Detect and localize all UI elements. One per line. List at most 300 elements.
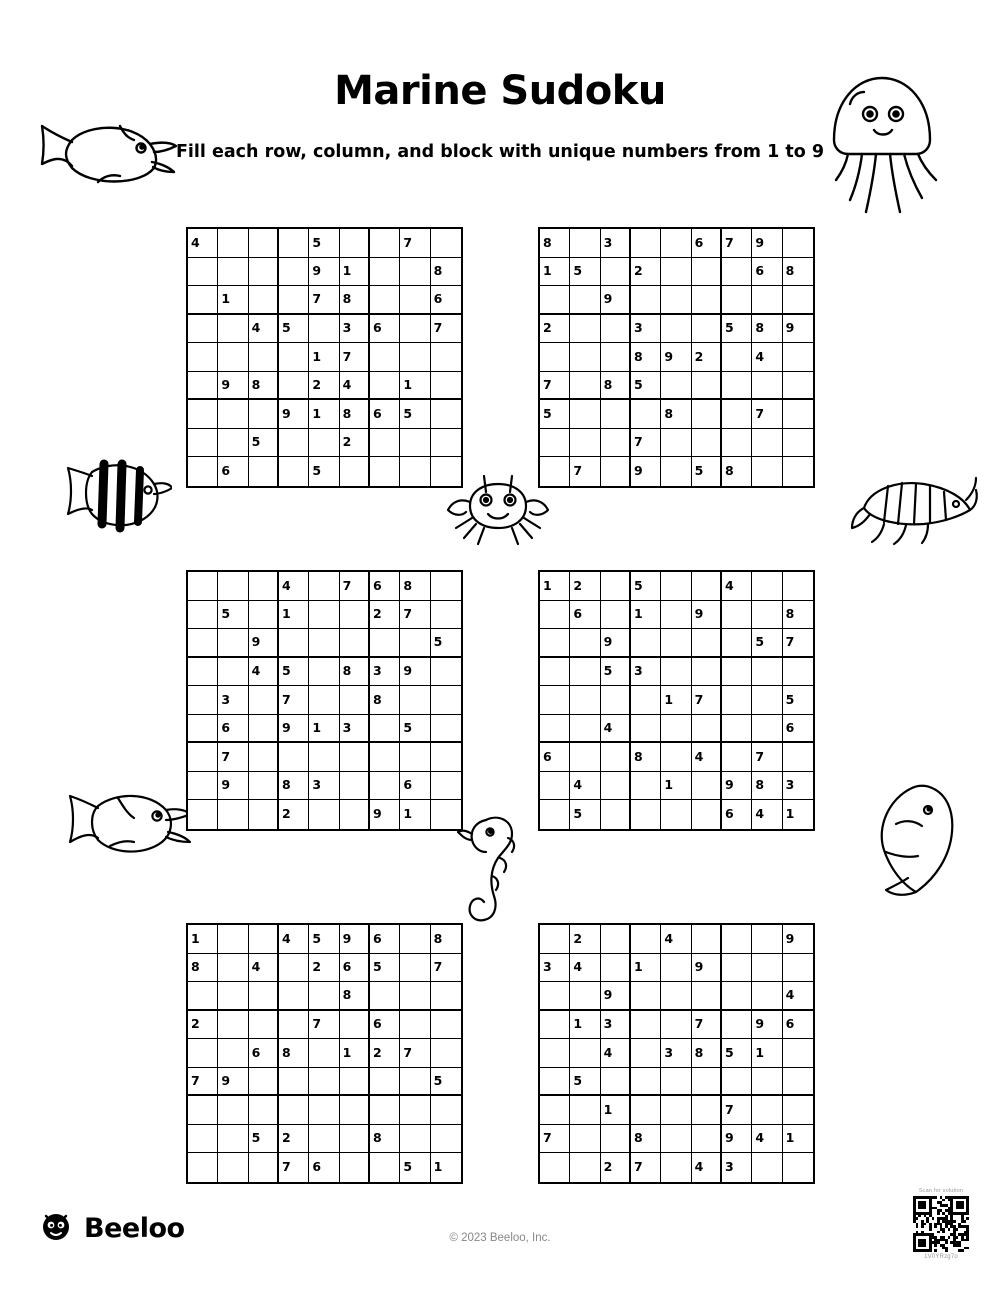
sudoku-cell[interactable] [370,372,400,401]
sudoku-cell[interactable]: 5 [279,658,309,687]
sudoku-cell[interactable] [540,629,570,658]
sudoku-cell[interactable]: 9 [309,258,339,287]
sudoku-cell[interactable] [340,772,370,801]
sudoku-cell[interactable]: 1 [340,258,370,287]
sudoku-cell[interactable] [431,343,461,372]
sudoku-cell[interactable] [540,658,570,687]
sudoku-cell[interactable] [188,457,218,486]
sudoku-cell[interactable] [540,925,570,954]
sudoku-cell[interactable] [661,457,691,486]
sudoku-cell[interactable] [783,1039,813,1068]
sudoku-cell[interactable]: 6 [400,772,430,801]
sudoku-cell[interactable]: 4 [340,372,370,401]
sudoku-cell[interactable] [601,258,631,287]
sudoku-cell[interactable] [400,1096,430,1125]
sudoku-cell[interactable]: 6 [752,258,782,287]
sudoku-cell[interactable] [540,457,570,486]
sudoku-grid-3[interactable] [186,570,463,831]
sudoku-cell[interactable]: 8 [279,1039,309,1068]
sudoku-cell[interactable] [661,1153,691,1182]
sudoku-grid-5[interactable] [186,923,463,1184]
sudoku-cell[interactable] [752,658,782,687]
sudoku-cell[interactable] [601,686,631,715]
sudoku-cell[interactable] [218,629,248,658]
sudoku-cell[interactable]: 6 [570,601,600,630]
sudoku-cell[interactable] [570,372,600,401]
sudoku-cell[interactable]: 5 [309,925,339,954]
sudoku-cell[interactable] [370,772,400,801]
sudoku-cell[interactable] [400,686,430,715]
sudoku-cell[interactable] [249,1153,279,1182]
sudoku-cell[interactable]: 6 [370,572,400,601]
sudoku-cell[interactable] [279,1068,309,1097]
sudoku-cell[interactable]: 5 [431,1068,461,1097]
sudoku-cell[interactable] [692,429,722,458]
sudoku-cell[interactable]: 8 [370,1125,400,1154]
sudoku-cell[interactable]: 5 [722,1039,752,1068]
sudoku-cell[interactable] [340,1153,370,1182]
sudoku-cell[interactable]: 4 [570,954,600,983]
sudoku-cell[interactable] [631,982,661,1011]
sudoku-cell[interactable] [249,686,279,715]
sudoku-cell[interactable] [340,686,370,715]
sudoku-cell[interactable] [752,457,782,486]
sudoku-cell[interactable] [752,1068,782,1097]
sudoku-cell[interactable]: 5 [249,1125,279,1154]
sudoku-cell[interactable] [279,429,309,458]
sudoku-cell[interactable]: 7 [692,686,722,715]
sudoku-cell[interactable]: 7 [631,1153,661,1182]
sudoku-cell[interactable] [601,343,631,372]
sudoku-cell[interactable]: 8 [431,925,461,954]
sudoku-cell[interactable] [279,286,309,315]
sudoku-cell[interactable] [631,629,661,658]
sudoku-cell[interactable]: 1 [661,686,691,715]
sudoku-cell[interactable]: 7 [540,1125,570,1154]
sudoku-cell[interactable] [783,372,813,401]
sudoku-cell[interactable] [431,572,461,601]
sudoku-cell[interactable]: 6 [340,954,370,983]
sudoku-cell[interactable]: 7 [400,601,430,630]
sudoku-cell[interactable]: 9 [722,1125,752,1154]
sudoku-cell[interactable]: 2 [279,800,309,829]
sudoku-cell[interactable]: 9 [218,372,248,401]
sudoku-cell[interactable]: 8 [661,400,691,429]
sudoku-cell[interactable]: 7 [279,1153,309,1182]
sudoku-cell[interactable] [661,601,691,630]
sudoku-cell[interactable] [279,372,309,401]
sudoku-cell[interactable] [631,1039,661,1068]
sudoku-cell[interactable]: 2 [370,601,400,630]
sudoku-cell[interactable]: 9 [692,601,722,630]
sudoku-cell[interactable] [309,1125,339,1154]
sudoku-cell[interactable]: 8 [340,400,370,429]
sudoku-cell[interactable] [400,315,430,344]
sudoku-cell[interactable]: 9 [601,982,631,1011]
sudoku-cell[interactable]: 3 [783,772,813,801]
sudoku-cell[interactable] [752,572,782,601]
sudoku-cell[interactable] [752,429,782,458]
sudoku-cell[interactable] [631,925,661,954]
sudoku-cell[interactable]: 4 [752,343,782,372]
sudoku-cell[interactable] [601,429,631,458]
sudoku-cell[interactable] [188,1125,218,1154]
sudoku-cell[interactable]: 5 [570,800,600,829]
sudoku-cell[interactable]: 7 [783,629,813,658]
sudoku-cell[interactable] [661,658,691,687]
sudoku-cell[interactable] [783,743,813,772]
sudoku-cell[interactable]: 8 [631,1125,661,1154]
sudoku-cell[interactable]: 8 [752,315,782,344]
sudoku-cell[interactable] [188,343,218,372]
sudoku-cell[interactable] [249,286,279,315]
sudoku-cell[interactable]: 3 [661,1039,691,1068]
sudoku-cell[interactable] [661,1096,691,1125]
sudoku-cell[interactable] [431,1039,461,1068]
sudoku-cell[interactable]: 5 [400,400,430,429]
sudoku-cell[interactable] [218,1011,248,1040]
sudoku-cell[interactable]: 9 [400,658,430,687]
sudoku-cell[interactable] [722,954,752,983]
sudoku-cell[interactable] [722,1068,752,1097]
sudoku-cell[interactable] [249,1011,279,1040]
sudoku-cell[interactable]: 4 [752,1125,782,1154]
sudoku-cell[interactable] [661,258,691,287]
sudoku-cell[interactable]: 8 [340,982,370,1011]
sudoku-cell[interactable]: 8 [279,772,309,801]
sudoku-cell[interactable]: 1 [188,925,218,954]
sudoku-cell[interactable]: 2 [188,1011,218,1040]
sudoku-cell[interactable]: 3 [601,229,631,258]
sudoku-cell[interactable]: 5 [692,457,722,486]
sudoku-cell[interactable] [340,601,370,630]
sudoku-cell[interactable] [400,1011,430,1040]
sudoku-cell[interactable]: 9 [601,286,631,315]
sudoku-cell[interactable] [722,429,752,458]
sudoku-cell[interactable] [249,925,279,954]
sudoku-cell[interactable] [309,686,339,715]
sudoku-cell[interactable]: 7 [722,1096,752,1125]
sudoku-cell[interactable] [601,772,631,801]
sudoku-cell[interactable]: 4 [249,658,279,687]
sudoku-cell[interactable] [340,457,370,486]
sudoku-cell[interactable]: 8 [400,572,430,601]
sudoku-cell[interactable] [400,1125,430,1154]
sudoku-cell[interactable] [188,1039,218,1068]
sudoku-cell[interactable]: 7 [340,572,370,601]
sudoku-cell[interactable]: 4 [601,715,631,744]
sudoku-cell[interactable] [370,229,400,258]
sudoku-cell[interactable] [340,229,370,258]
sudoku-cell[interactable] [752,372,782,401]
sudoku-cell[interactable]: 2 [631,258,661,287]
sudoku-cell[interactable] [188,982,218,1011]
sudoku-cell[interactable]: 9 [783,925,813,954]
sudoku-cell[interactable] [570,229,600,258]
sudoku-cell[interactable] [692,372,722,401]
sudoku-cell[interactable] [218,572,248,601]
sudoku-cell[interactable]: 3 [631,315,661,344]
sudoku-cell[interactable]: 9 [218,772,248,801]
sudoku-cell[interactable]: 9 [279,400,309,429]
sudoku-cell[interactable] [601,954,631,983]
sudoku-cell[interactable] [431,715,461,744]
sudoku-cell[interactable] [631,400,661,429]
sudoku-cell[interactable] [752,925,782,954]
sudoku-cell[interactable] [279,743,309,772]
sudoku-cell[interactable] [601,800,631,829]
sudoku-cell[interactable] [601,1125,631,1154]
sudoku-cell[interactable] [218,658,248,687]
sudoku-cell[interactable] [249,743,279,772]
sudoku-cell[interactable] [752,954,782,983]
sudoku-cell[interactable] [570,315,600,344]
sudoku-cell[interactable]: 8 [692,1039,722,1068]
sudoku-cell[interactable] [400,629,430,658]
sudoku-cell[interactable]: 1 [752,1039,782,1068]
sudoku-cell[interactable] [722,601,752,630]
sudoku-cell[interactable] [783,229,813,258]
sudoku-cell[interactable]: 7 [431,315,461,344]
sudoku-cell[interactable]: 6 [722,800,752,829]
sudoku-cell[interactable] [570,343,600,372]
sudoku-cell[interactable] [188,629,218,658]
sudoku-cell[interactable] [661,1068,691,1097]
sudoku-cell[interactable] [218,954,248,983]
sudoku-cell[interactable]: 5 [249,429,279,458]
sudoku-cell[interactable] [188,429,218,458]
sudoku-cell[interactable]: 5 [279,315,309,344]
sudoku-cell[interactable] [570,743,600,772]
sudoku-cell[interactable] [661,372,691,401]
sudoku-cell[interactable]: 8 [340,658,370,687]
sudoku-cell[interactable]: 1 [340,1039,370,1068]
sudoku-cell[interactable] [188,372,218,401]
sudoku-cell[interactable] [431,1096,461,1125]
sudoku-cell[interactable] [540,772,570,801]
sudoku-cell[interactable]: 1 [601,1096,631,1125]
sudoku-cell[interactable]: 1 [218,286,248,315]
sudoku-cell[interactable] [218,400,248,429]
sudoku-cell[interactable] [570,400,600,429]
sudoku-cell[interactable]: 4 [249,954,279,983]
sudoku-cell[interactable] [540,1153,570,1182]
sudoku-cell[interactable] [692,772,722,801]
sudoku-cell[interactable] [692,1096,722,1125]
sudoku-cell[interactable] [218,315,248,344]
sudoku-cell[interactable]: 3 [370,658,400,687]
sudoku-cell[interactable] [218,343,248,372]
sudoku-cell[interactable] [431,400,461,429]
sudoku-grid-2[interactable] [538,227,815,488]
sudoku-cell[interactable] [188,572,218,601]
sudoku-cell[interactable]: 5 [752,629,782,658]
sudoku-cell[interactable]: 6 [249,1039,279,1068]
sudoku-cell[interactable] [249,400,279,429]
sudoku-cell[interactable] [279,258,309,287]
sudoku-cell[interactable]: 8 [370,686,400,715]
sudoku-cell[interactable]: 5 [540,400,570,429]
sudoku-cell[interactable]: 9 [601,629,631,658]
sudoku-cell[interactable]: 8 [783,258,813,287]
sudoku-cell[interactable]: 9 [370,800,400,829]
sudoku-cell[interactable] [249,1096,279,1125]
sudoku-cell[interactable]: 5 [309,457,339,486]
sudoku-cell[interactable]: 7 [309,286,339,315]
sudoku-cell[interactable]: 5 [631,572,661,601]
sudoku-cell[interactable]: 8 [631,343,661,372]
sudoku-cell[interactable] [218,258,248,287]
sudoku-cell[interactable]: 1 [783,1125,813,1154]
sudoku-cell[interactable]: 3 [722,1153,752,1182]
sudoku-cell[interactable] [249,258,279,287]
sudoku-cell[interactable] [722,258,752,287]
sudoku-cell[interactable] [631,1096,661,1125]
sudoku-cell[interactable] [400,343,430,372]
sudoku-cell[interactable] [309,315,339,344]
sudoku-cell[interactable]: 6 [370,1011,400,1040]
sudoku-cell[interactable]: 1 [433,1159,443,1175]
sudoku-cell[interactable] [400,1068,430,1097]
sudoku-cell[interactable] [570,1153,600,1182]
sudoku-cell[interactable] [309,601,339,630]
sudoku-cell[interactable] [692,925,722,954]
sudoku-cell[interactable]: 9 [661,343,691,372]
sudoku-cell[interactable] [783,286,813,315]
sudoku-cell[interactable]: 6 [370,925,400,954]
sudoku-cell[interactable] [783,1068,813,1097]
sudoku-cell[interactable] [661,743,691,772]
sudoku-cell[interactable] [400,743,430,772]
sudoku-cell[interactable]: 8 [722,457,752,486]
sudoku-cell[interactable]: 7 [400,229,430,258]
sudoku-cell[interactable]: 9 [218,1068,248,1097]
sudoku-cell[interactable] [692,572,722,601]
sudoku-cell[interactable] [309,1068,339,1097]
sudoku-cell[interactable]: 5 [783,686,813,715]
sudoku-cell[interactable] [692,629,722,658]
sudoku-cell[interactable] [218,1153,248,1182]
sudoku-cell[interactable]: 4 [279,572,309,601]
sudoku-cell[interactable] [431,229,461,258]
sudoku-cell[interactable] [218,1096,248,1125]
sudoku-cell[interactable] [752,982,782,1011]
sudoku-cell[interactable] [279,629,309,658]
sudoku-cell[interactable] [661,286,691,315]
sudoku-cell[interactable] [340,1068,370,1097]
sudoku-cell[interactable] [370,429,400,458]
sudoku-cell[interactable] [340,629,370,658]
sudoku-cell[interactable]: 6 [431,286,461,315]
sudoku-cell[interactable]: 1 [661,772,691,801]
sudoku-cell[interactable]: 1 [309,715,339,744]
sudoku-cell[interactable] [722,629,752,658]
sudoku-cell[interactable] [188,772,218,801]
sudoku-cell[interactable] [631,800,661,829]
sudoku-cell[interactable] [601,400,631,429]
sudoku-cell[interactable] [540,1096,570,1125]
sudoku-cell[interactable]: 8 [752,772,782,801]
sudoku-cell[interactable]: 7 [692,1011,722,1040]
sudoku-cell[interactable] [661,715,691,744]
sudoku-cell[interactable] [631,286,661,315]
sudoku-cell[interactable]: 9 [752,1011,782,1040]
sudoku-cell[interactable] [661,1125,691,1154]
sudoku-cell[interactable] [631,772,661,801]
sudoku-cell[interactable] [400,258,430,287]
sudoku-cell[interactable] [692,658,722,687]
sudoku-cell[interactable] [188,601,218,630]
sudoku-cell[interactable]: 5 [601,658,631,687]
sudoku-cell[interactable] [631,715,661,744]
sudoku-cell[interactable] [249,343,279,372]
sudoku-cell[interactable]: 4 [722,572,752,601]
sudoku-cell[interactable] [570,982,600,1011]
sudoku-cell[interactable] [601,1068,631,1097]
sudoku-cell[interactable] [370,457,400,486]
sudoku-cell[interactable] [752,601,782,630]
sudoku-cell[interactable] [431,1125,461,1154]
sudoku-cell[interactable] [188,658,218,687]
sudoku-cell[interactable]: 3 [340,315,370,344]
sudoku-cell[interactable] [400,457,430,486]
sudoku-cell[interactable] [722,372,752,401]
sudoku-cell[interactable]: 7 [309,1011,339,1040]
sudoku-cell[interactable] [431,743,461,772]
sudoku-cell[interactable]: 9 [783,315,813,344]
sudoku-cell[interactable] [370,343,400,372]
sudoku-cell[interactable] [370,258,400,287]
sudoku-cell[interactable]: 8 [631,743,661,772]
sudoku-cell[interactable] [540,429,570,458]
sudoku-cell[interactable] [279,982,309,1011]
sudoku-cell[interactable]: 3 [218,686,248,715]
sudoku-cell[interactable]: 9 [722,772,752,801]
sudoku-cell[interactable] [370,1096,400,1125]
sudoku-cell[interactable] [722,658,752,687]
sudoku-cell[interactable] [692,258,722,287]
sudoku-cell[interactable]: 9 [631,457,661,486]
sudoku-cell[interactable]: 9 [279,715,309,744]
sudoku-cell[interactable] [431,1011,461,1040]
sudoku-cell[interactable] [249,601,279,630]
sudoku-cell[interactable] [188,258,218,287]
sudoku-cell[interactable]: 7 [722,229,752,258]
sudoku-cell[interactable]: 2 [370,1039,400,1068]
sudoku-cell[interactable] [188,715,218,744]
sudoku-cell[interactable] [692,982,722,1011]
sudoku-cell[interactable] [752,286,782,315]
sudoku-cell[interactable]: 1 [631,601,661,630]
sudoku-cell[interactable]: 4 [570,772,600,801]
sudoku-cell[interactable]: 4 [279,925,309,954]
sudoku-cell[interactable] [340,743,370,772]
sudoku-cell[interactable] [400,286,430,315]
sudoku-cell[interactable] [540,800,570,829]
sudoku-cell[interactable] [722,743,752,772]
sudoku-cell[interactable] [249,772,279,801]
sudoku-cell[interactable] [601,925,631,954]
sudoku-cell[interactable] [279,1096,309,1125]
sudoku-cell[interactable]: 2 [340,429,370,458]
sudoku-cell[interactable]: 7 [340,343,370,372]
sudoku-cell[interactable] [218,429,248,458]
sudoku-cell[interactable] [570,629,600,658]
sudoku-cell[interactable] [431,800,461,829]
sudoku-cell[interactable] [218,925,248,954]
sudoku-cell[interactable]: 5 [218,601,248,630]
sudoku-cell[interactable] [249,1068,279,1097]
